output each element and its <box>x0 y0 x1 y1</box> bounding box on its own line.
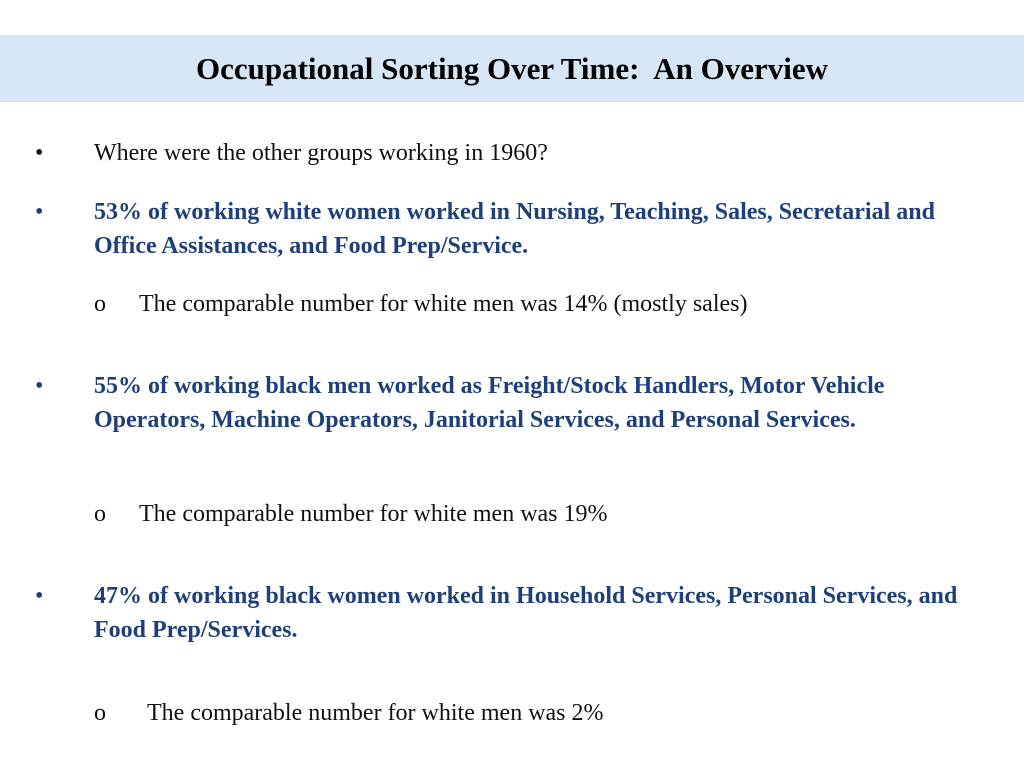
bullet-marker: • <box>35 583 44 609</box>
sub-bullet-marker: o <box>94 291 106 317</box>
sub-bullet-marker: o <box>94 700 106 726</box>
slide-title: Occupational Sorting Over Time: An Overview <box>195 50 829 86</box>
sub-text-2: The comparable number for white men was 14% (mostly sales) <box>139 291 748 317</box>
bullet-marker: • <box>35 199 44 225</box>
bullet-text-3: 55% of working black men worked as Freight/Stock Handlers, Motor Vehicle Operators, Machine Operators, Janitorial Services, and Personal Services. <box>94 373 885 433</box>
title-bar <box>0 35 1024 102</box>
sub-text-4: The comparable number for white men was 2% <box>147 700 604 726</box>
bullet-text-4: 47% of working black women worked in Household Services, Personal Services, and Food Prep/Services. <box>94 583 958 643</box>
sub-bullet-marker: o <box>94 501 106 527</box>
sub-text-3: The comparable number for white men was 19% <box>139 501 608 527</box>
bullet-text-2: 53% of working white women worked in Nursing, Teaching, Sales, Secretarial and Office Assistances, and Food Prep/Service. <box>94 199 935 259</box>
bullet-marker: • <box>35 373 44 399</box>
bullet-marker: • <box>35 140 44 166</box>
bullet-text-1: Where were the other groups working in 1960? <box>94 140 548 166</box>
